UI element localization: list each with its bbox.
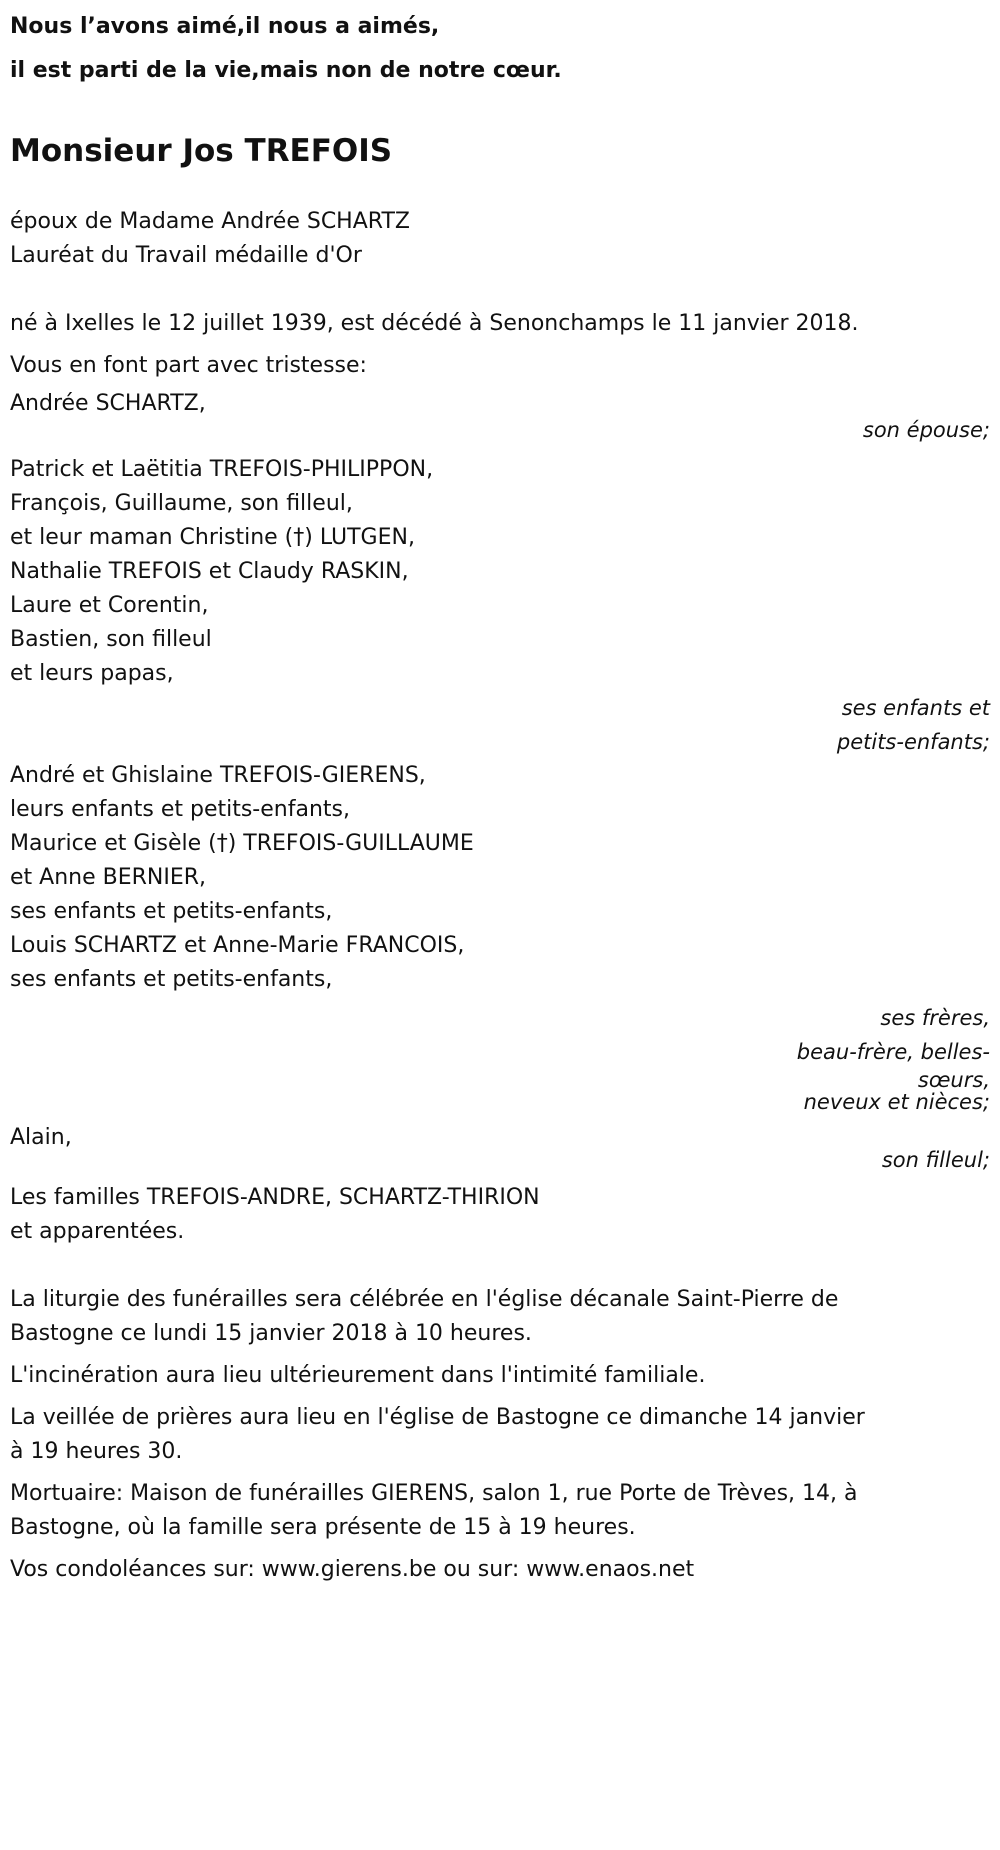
- mourner-group-siblings: [10, 759, 990, 1113]
- obituary-page: [10, 0, 990, 1587]
- mourner-line: et leur maman Christine (†) LUTGEN,: [10, 525, 415, 550]
- families-line: Les familles TREFOIS-ANDRE, SCHARTZ-THIRION: [10, 1185, 540, 1210]
- mortuary-info: Mortuaire: Maison de funérailles GIERENS, salon 1, rue Porte de Trèves, 14, à Bastogne, où la famille sera présente de 15 à 19 heures.: [10, 1481, 858, 1540]
- relation-label: beau-frère, belles-: [796, 1040, 990, 1064]
- mourner-group-children: [10, 453, 990, 759]
- mourner-line: Louis SCHARTZ et Anne-Marie FRANCOIS,: [10, 933, 465, 958]
- relation-label: son épouse;: [862, 418, 990, 442]
- relation-label: ses enfants et: [841, 696, 990, 720]
- mourner-line: Andrée SCHARTZ,: [10, 391, 206, 416]
- mourner-group-godson: [10, 1121, 990, 1177]
- families-line: et apparentées.: [10, 1219, 185, 1244]
- mourner-line: Patrick et Laëtitia TREFOIS-PHILIPPON,: [10, 457, 434, 482]
- mourner-line: ses enfants et petits-enfants,: [10, 899, 333, 924]
- liturgy-info: La liturgie des funérailles sera célébrée en l'église décanale Saint-Pierre de Bastogne ce lundi 15 janvier 2018 à 10 heures.: [10, 1287, 839, 1346]
- relation-label: ses frères,: [880, 1006, 990, 1030]
- mourner-line: François, Guillaume, son filleul,: [10, 491, 353, 516]
- mourner-line: André et Ghislaine TREFOIS-GIERENS,: [10, 763, 426, 788]
- condolences-info: Vos condoléances sur: www.gierens.be ou sur: www.enaos.net: [10, 1557, 695, 1582]
- relation-label: neveux et nièces;: [803, 1090, 990, 1114]
- relation-label: sœurs,: [917, 1068, 990, 1092]
- mourner-line: et leurs papas,: [10, 661, 174, 686]
- mourner-line: Alain,: [10, 1125, 72, 1150]
- intro-line-1: Nous l’avons aimé,il nous a aimés,: [10, 14, 440, 39]
- relation-label: petits-enfants;: [836, 730, 990, 754]
- announce-line: Vous en font part avec tristesse:: [10, 353, 367, 378]
- vigil-info: La veillée de prières aura lieu en l'église de Bastogne ce dimanche 14 janvier à 19 heures 30.: [10, 1405, 865, 1464]
- mourner-line: Laure et Corentin,: [10, 593, 209, 618]
- birth-death: né à Ixelles le 12 juillet 1939, est décédé à Senonchamps le 11 janvier 2018.: [10, 311, 859, 336]
- mourner-line: leurs enfants et petits-enfants,: [10, 797, 350, 822]
- mourner-line: ses enfants et petits-enfants,: [10, 967, 333, 992]
- mourner-group-spouse: [10, 387, 990, 447]
- mourner-line: et Anne BERNIER,: [10, 865, 207, 890]
- relation-label: son filleul;: [881, 1148, 990, 1172]
- incineration-info: L'incinération aura lieu ultérieurement dans l'intimité familiale.: [10, 1363, 706, 1388]
- mourner-line: Bastien, son filleul: [10, 627, 212, 652]
- mourner-line: Nathalie TREFOIS et Claudy RASKIN,: [10, 559, 409, 584]
- intro-quote: [10, 0, 990, 93]
- spouse-line: époux de Madame Andrée SCHARTZ: [10, 209, 410, 234]
- deceased-name: Monsieur Jos TREFOIS: [10, 133, 393, 169]
- intro-line-2: il est parti de la vie,mais non de notre cœur.: [10, 58, 562, 83]
- award-line: Lauréat du Travail médaille d'Or: [10, 243, 362, 268]
- families-block: [10, 1181, 990, 1249]
- mourner-line: Maurice et Gisèle (†) TREFOIS-GUILLAUME: [10, 831, 474, 856]
